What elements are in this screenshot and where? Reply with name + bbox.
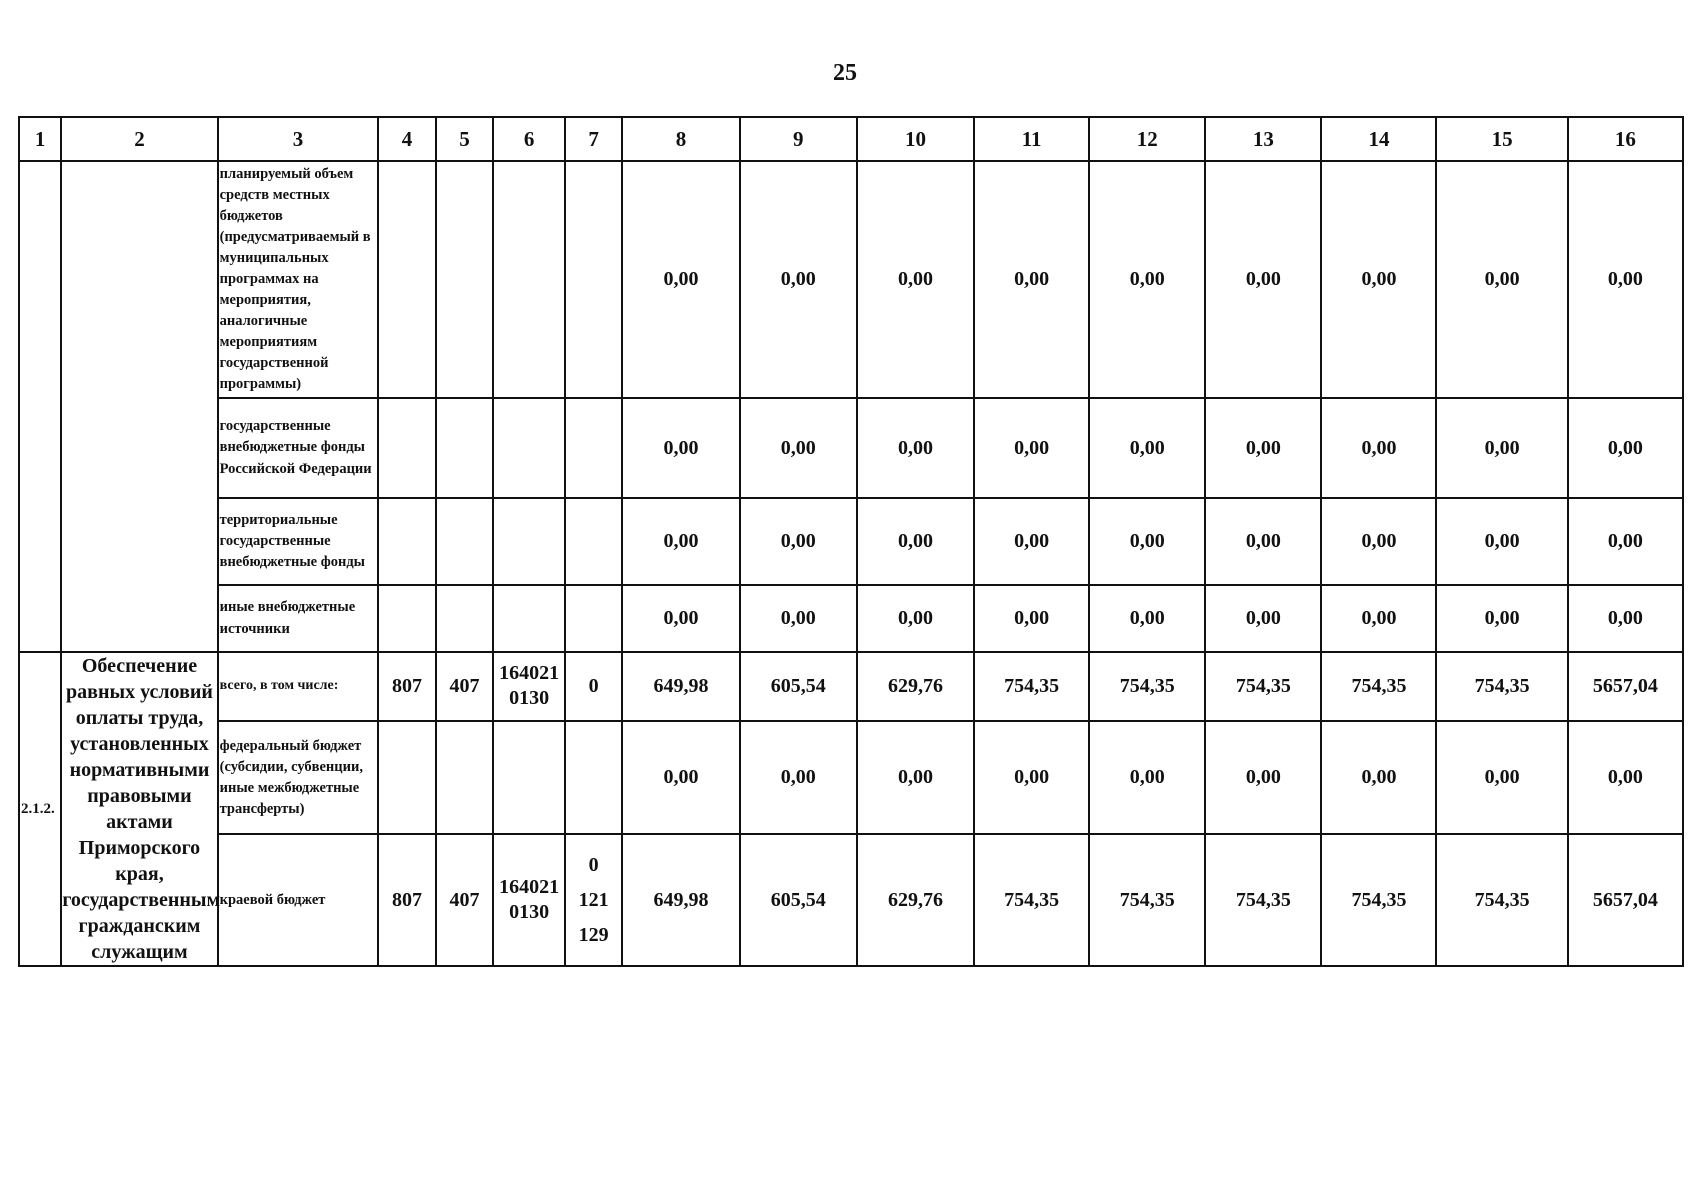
code-part: 164021 [499, 662, 560, 685]
value-cell: 754,35 [1321, 652, 1436, 721]
header-cell: 2 [61, 117, 217, 161]
table-row [19, 721, 1683, 834]
header-cell: 1 [19, 117, 61, 161]
value-cell: 629,76 [857, 834, 974, 966]
header-cell: 9 [740, 117, 857, 161]
table-row [19, 161, 1683, 398]
value-cell: 0,00 [1436, 585, 1567, 652]
page-number: 25 [833, 60, 857, 86]
header-cell: 16 [1568, 117, 1683, 161]
value-cell: 0,00 [974, 161, 1089, 398]
header-cell: 6 [493, 117, 565, 161]
code-part: 0130 [509, 687, 550, 710]
value-cell: 0,00 [622, 398, 739, 498]
source-label: федеральный бюджет (субсидии, субвенции, иные межбюджетные трансферты) [218, 721, 379, 834]
value-cell: 0,00 [974, 585, 1089, 652]
empty-cell [493, 498, 565, 585]
table-row [19, 834, 1683, 966]
empty-cell [378, 585, 436, 652]
code-cell: 807 [378, 652, 436, 721]
header-row [19, 117, 1683, 161]
value-cell: 0,00 [857, 721, 974, 834]
empty-cell [565, 161, 623, 398]
value-cell: 0,00 [1436, 721, 1567, 834]
empty-cell [436, 398, 494, 498]
value-cell: 0,00 [1205, 585, 1321, 652]
value-cell: 0,00 [1089, 498, 1205, 585]
value-cell: 0,00 [1321, 721, 1436, 834]
value-cell: 0,00 [1568, 161, 1683, 398]
code-cell [565, 834, 623, 966]
code-part: 129 [578, 923, 609, 946]
code-cell: 0 [565, 652, 623, 721]
empty-cell [378, 498, 436, 585]
value-cell: 754,35 [974, 652, 1089, 721]
value-cell: 0,00 [1205, 721, 1321, 834]
header-cell: 13 [1205, 117, 1321, 161]
value-cell: 0,00 [1436, 498, 1567, 585]
value-cell: 5657,04 [1568, 834, 1683, 966]
value-cell: 754,35 [974, 834, 1089, 966]
value-cell: 0,00 [1568, 721, 1683, 834]
value-cell: 649,98 [622, 834, 739, 966]
empty-cell [565, 498, 623, 585]
header-cell: 12 [1089, 117, 1205, 161]
value-cell: 0,00 [857, 498, 974, 585]
value-cell: 754,35 [1089, 834, 1205, 966]
value-cell: 0,00 [740, 398, 857, 498]
value-cell: 605,54 [740, 652, 857, 721]
table-row [19, 652, 1683, 721]
value-cell: 0,00 [740, 585, 857, 652]
value-cell: 0,00 [1436, 161, 1567, 398]
item-index: 2.1.2. [19, 652, 61, 966]
value-cell: 0,00 [1321, 161, 1436, 398]
value-cell: 754,35 [1089, 652, 1205, 721]
header-cell: 4 [378, 117, 436, 161]
value-cell: 754,35 [1436, 834, 1567, 966]
empty-cell [565, 398, 623, 498]
empty-cell [493, 721, 565, 834]
header-cell: 14 [1321, 117, 1436, 161]
code-cell: 407 [436, 652, 494, 721]
value-cell: 0,00 [1089, 721, 1205, 834]
table-row [19, 498, 1683, 585]
source-label: иные внебюджетные источники [218, 585, 379, 652]
value-cell: 0,00 [1089, 585, 1205, 652]
empty-cell [436, 585, 494, 652]
code-cell [493, 834, 565, 966]
value-cell: 0,00 [1321, 398, 1436, 498]
value-cell: 0,00 [1568, 398, 1683, 498]
index-cell [19, 161, 61, 652]
empty-cell [436, 498, 494, 585]
source-label: краевой бюджет [218, 834, 379, 966]
value-cell: 0,00 [1089, 398, 1205, 498]
header-cell: 10 [857, 117, 974, 161]
header-cell: 15 [1436, 117, 1567, 161]
value-cell: 0,00 [1321, 498, 1436, 585]
value-cell: 754,35 [1205, 834, 1321, 966]
code-part: 0 [588, 853, 599, 876]
table-row [19, 585, 1683, 652]
item-name: Обеспечение равных условий оплаты труда, установленных нормативными правовыми актами Приморского края, государственным гражданским служащим [61, 652, 217, 966]
value-cell: 0,00 [622, 161, 739, 398]
empty-cell [436, 721, 494, 834]
value-cell: 0,00 [740, 498, 857, 585]
header-cell: 8 [622, 117, 739, 161]
empty-cell [436, 161, 494, 398]
empty-cell [378, 161, 436, 398]
value-cell: 754,35 [1436, 652, 1567, 721]
empty-cell [493, 161, 565, 398]
code-part: 121 [578, 888, 609, 911]
value-cell: 605,54 [740, 834, 857, 966]
header-cell: 7 [565, 117, 623, 161]
value-cell: 0,00 [857, 398, 974, 498]
value-cell: 0,00 [622, 721, 739, 834]
empty-cell [493, 398, 565, 498]
header-cell: 3 [218, 117, 379, 161]
empty-cell [378, 721, 436, 834]
value-cell: 0,00 [1568, 498, 1683, 585]
source-label: планируемый объем средств местных бюджетов (предусматриваемый в муниципальных программах на мероприятия, аналогичные мероприятиям государственной программы) [218, 161, 379, 398]
value-cell: 5657,04 [1568, 652, 1683, 721]
value-cell: 754,35 [1321, 834, 1436, 966]
code-cell: 807 [378, 834, 436, 966]
source-label: государственные внебюджетные фонды Российской Федерации [218, 398, 379, 498]
code-cell: 407 [436, 834, 494, 966]
value-cell: 0,00 [857, 585, 974, 652]
value-cell: 0,00 [1205, 398, 1321, 498]
empty-cell [378, 398, 436, 498]
value-cell: 0,00 [1568, 585, 1683, 652]
source-label: всего, в том числе: [218, 652, 379, 721]
value-cell: 0,00 [1205, 161, 1321, 398]
value-cell: 0,00 [1321, 585, 1436, 652]
value-cell: 0,00 [857, 161, 974, 398]
header-cell: 5 [436, 117, 494, 161]
value-cell: 649,98 [622, 652, 739, 721]
code-part: 164021 [499, 876, 560, 899]
value-cell: 0,00 [974, 398, 1089, 498]
value-cell: 754,35 [1205, 652, 1321, 721]
empty-cell [493, 585, 565, 652]
table-row [19, 398, 1683, 498]
code-part: 0130 [509, 901, 550, 924]
name-cell [61, 161, 217, 652]
value-cell: 0,00 [740, 161, 857, 398]
value-cell: 0,00 [1089, 161, 1205, 398]
value-cell: 0,00 [974, 721, 1089, 834]
value-cell: 0,00 [1436, 398, 1567, 498]
source-label: территориальные государственные внебюджетные фонды [218, 498, 379, 585]
value-cell: 629,76 [857, 652, 974, 721]
value-cell: 0,00 [1205, 498, 1321, 585]
code-cell [493, 652, 565, 721]
budget-table [18, 116, 1684, 967]
empty-cell [565, 721, 623, 834]
header-cell: 11 [974, 117, 1089, 161]
empty-cell [565, 585, 623, 652]
value-cell: 0,00 [622, 585, 739, 652]
value-cell: 0,00 [740, 721, 857, 834]
value-cell: 0,00 [622, 498, 739, 585]
value-cell: 0,00 [974, 498, 1089, 585]
